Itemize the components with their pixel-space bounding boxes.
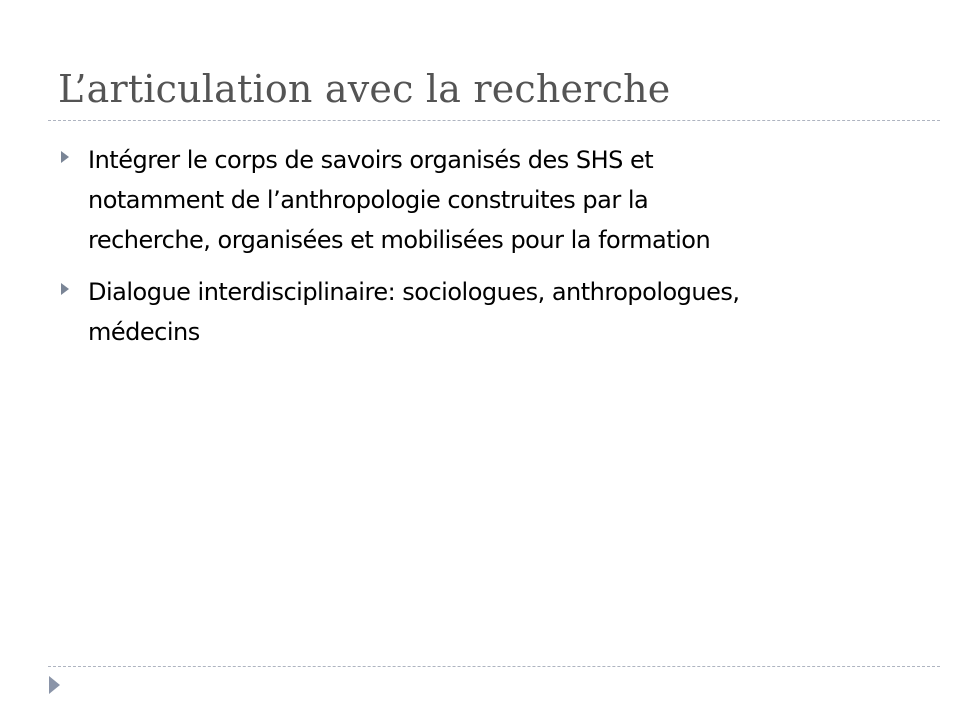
- bullet-item: [60, 140, 900, 260]
- slide-title: L’articulation avec la recherche: [58, 67, 671, 111]
- bullet-text-line: Dialogue interdisciplinaire: sociologues, anthropologues,: [88, 278, 740, 306]
- triangle-right-icon: [61, 283, 69, 295]
- bullet-list: [60, 140, 900, 364]
- bullet-text-line: notamment de l’anthropologie construites par la: [88, 186, 649, 214]
- bullet-text-line: recherche, organisées et mobilisées pour la formation: [88, 226, 711, 254]
- bullet-text-line: Intégrer le corps de savoirs organisés des SHS et: [88, 146, 654, 174]
- title-divider: [48, 120, 940, 121]
- bullet-text-line: médecins: [88, 318, 200, 346]
- bullet-item: [60, 272, 900, 352]
- triangle-right-icon: [61, 151, 69, 163]
- footer-divider: [48, 666, 940, 667]
- footer-triangle-right-icon: [49, 676, 60, 694]
